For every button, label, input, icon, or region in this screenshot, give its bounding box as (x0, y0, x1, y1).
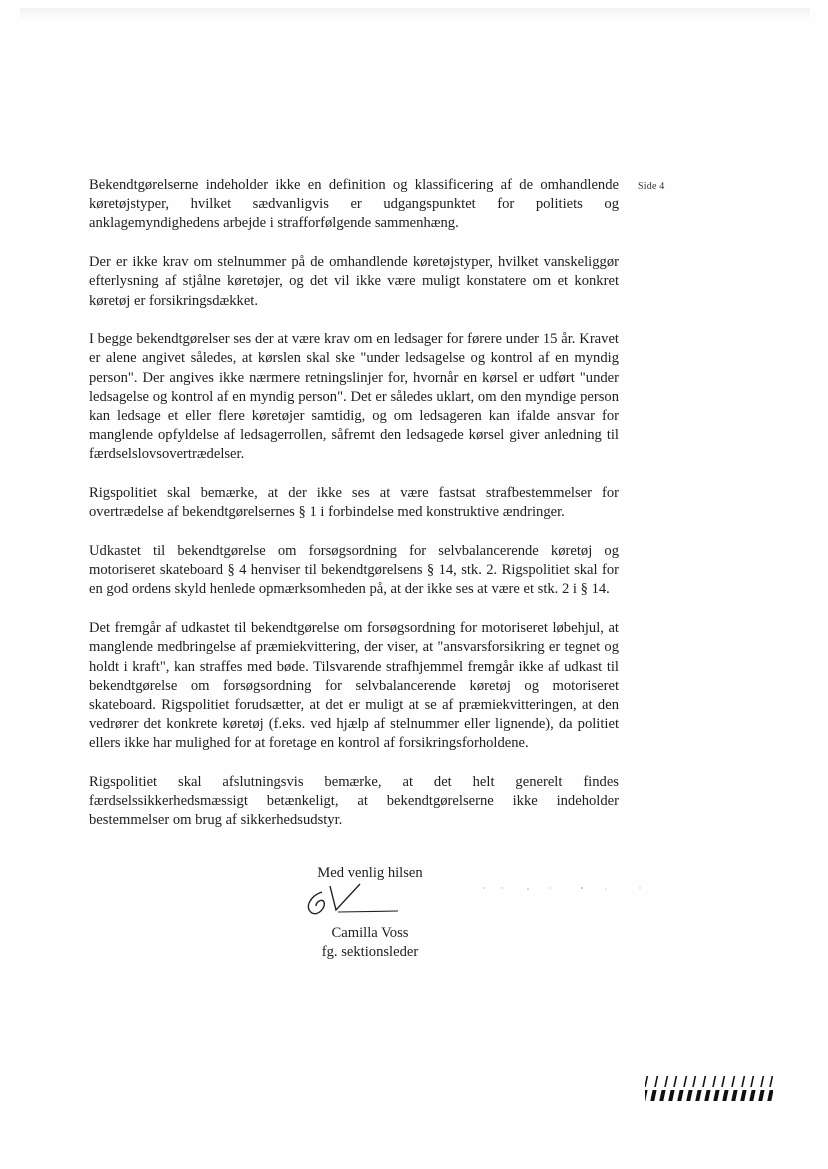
paragraph-definition: Bekendtgørelserne indeholder ikke en definition og klassificering af de omhandlende køretøjstyper, hvilket sædvanligvis er udgangspunktet for politiets og anklagemyndighedens arbejde i strafforfølgende sammenhæng. (89, 177, 619, 232)
paragraph-stk-reference: Udkastet til bekendtgørelse om forsøgsordning for selvbalancerende køretøj og motoriseret skateboard § 4 henviser til bekendtgørelsens § 14, stk. 2. Rigspolitiet skal for en god ordens skyld henlede opmærksomheden på, at der ikke ses at være et stk. 2 i § 14. (89, 543, 619, 598)
paragraph-stelnummer: Der er ikke krav om stelnummer på de omhandlende køretøjstyper, hvilket vanskeliggør efterlysning af stjålne køretøjer, og det vil ikke være muligt konstatere om et konkret køretøj er forsikringsdækket. (89, 254, 619, 309)
letter-body (89, 176, 619, 850)
closing-greeting: Med venlig hilsen (317, 865, 423, 881)
handwritten-signature (300, 880, 410, 920)
page-number-label: Side 4 (638, 181, 665, 192)
signer-name: Camilla Voss (331, 925, 409, 941)
paragraph-ledsager: I begge bekendtgørelser ses der at være krav om en ledsager for førere under 15 år. Kravet er alene angivet således, at kørslen skal ske "under ledsagelse og kontrol af en myndig person". Der angives ikke nærmere retningslinjer for, hvornår en kørsel er udført "under ledsagelse og kontrol af en myndig person". Det er således uklart, om den myndige person kan ledsage et eller flere køretøjer samtidig, og om ledsageren kan ifalde ansvar for manglende opfyldelse af ledsagerrollen, såfremt den ledsagede kørsel giver anledning til færdselslovsovertrædelser. (89, 331, 619, 463)
signer-title: fg. sektionsleder (321, 944, 419, 960)
document-barcode (645, 1074, 773, 1104)
scan-noise-dots (480, 885, 660, 891)
paragraph-strafbestemmelser: Rigspolitiet skal bemærke, at der ikke ses at være fastsat strafbestemmelser for overtrædelse af bekendtgørelsernes § 1 i forbindelse med konstruktive ændringer. (89, 485, 619, 521)
paragraph-sikkerhedsudstyr: Rigspolitiet skal afslutningsvis bemærke, at det helt generelt findes færdselssikkerhedsmæssigt betænkeligt, at bekendtgørelserne ikke indeholder bestemmelser om brug af sikkerhedsudstyr. (89, 774, 619, 829)
scan-edge-shadow (20, 8, 810, 22)
paragraph-praemiekvittering: Det fremgår af udkastet til bekendtgørelse om forsøgsordning for motoriseret løbehjul, at manglende medbringelse af præmiekvittering, der viser, at "ansvarsforsikring er tegnet og holdt i kraft", kan straffes med bøde. Tilsvarende strafhjemmel fremgår ikke af udkast til bekendtgørelse om forsøgsordning for selvbalancerende køretøj og motoriseret skateboard. Rigspolitiet forudsætter, at det er muligt at se af præmiekvitteringen, at den vedrører det konkrete køretøj (f.eks. ved hjælp af stelnummer eller lignende), da politiet ellers ikke har mulighed for at foretage en kontrol af forsikringsforholdene. (89, 620, 619, 752)
